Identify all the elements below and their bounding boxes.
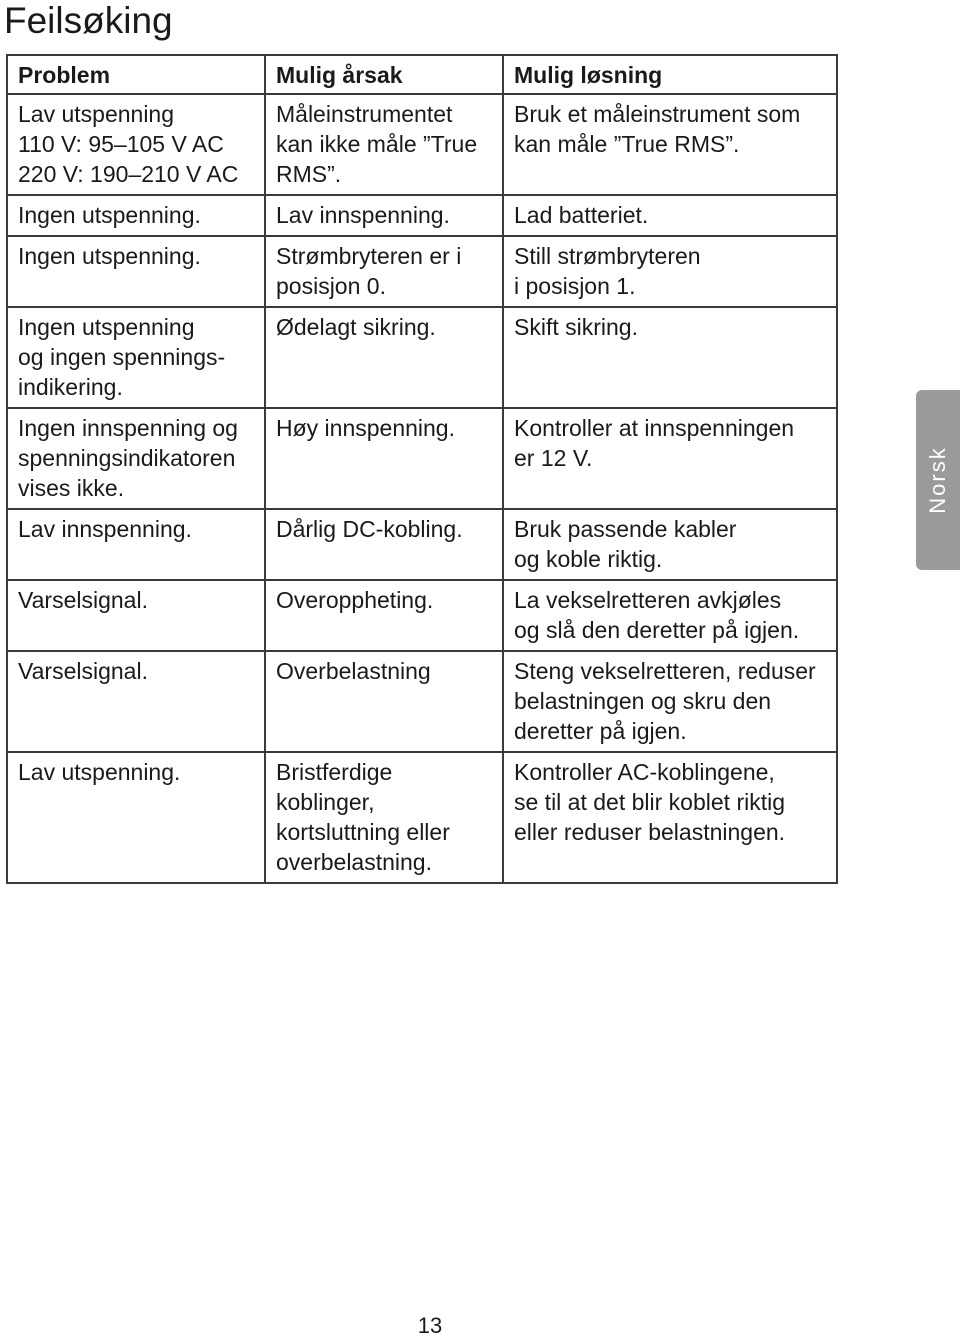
cause-cell: Strømbryteren er i posisjon 0. xyxy=(265,236,503,307)
cause-cell: Lav innspenning. xyxy=(265,195,503,236)
solution-cell: Bruk et måleinstrument som kan måle ”True RMS”. xyxy=(503,94,837,195)
header-problem: Problem xyxy=(7,55,265,94)
table-row xyxy=(7,236,837,307)
table-row xyxy=(7,580,837,651)
problem-cell: Ingen utspenning og ingen spennings- indikering. xyxy=(7,307,265,408)
page-title: Feilsøking xyxy=(4,0,173,41)
solution-cell: Lad batteriet. xyxy=(503,195,837,236)
solution-cell: Kontroller at innspenningen er 12 V. xyxy=(503,408,837,509)
header-solution: Mulig løsning xyxy=(503,55,837,94)
troubleshooting-table xyxy=(6,54,838,884)
problem-cell: Lav innspenning. xyxy=(7,509,265,580)
language-tab-label: Norsk xyxy=(925,446,950,514)
table-row xyxy=(7,195,837,236)
cause-cell: Ødelagt sikring. xyxy=(265,307,503,408)
cause-cell: Bristferdige koblinger, kortsluttning eller overbelastning. xyxy=(265,752,503,883)
solution-cell: Steng vekselretteren, reduser belastningen og skru den deretter på igjen. xyxy=(503,651,837,752)
solution-cell: Kontroller AC-koblingene, se til at det blir koblet riktig eller reduser belastningen. xyxy=(503,752,837,883)
table-row xyxy=(7,307,837,408)
problem-cell: Varselsignal. xyxy=(7,651,265,752)
cause-cell: Dårlig DC-kobling. xyxy=(265,509,503,580)
cause-cell: Høy innspenning. xyxy=(265,408,503,509)
problem-cell: Varselsignal. xyxy=(7,580,265,651)
table-header-row xyxy=(7,55,837,94)
cause-cell: Overbelastning xyxy=(265,651,503,752)
problem-cell: Ingen innspenning og spenningsindikatoren vises ikke. xyxy=(7,408,265,509)
solution-cell: La vekselretteren avkjøles og slå den deretter på igjen. xyxy=(503,580,837,651)
problem-cell: Lav utspenning. xyxy=(7,752,265,883)
cause-cell: Måleinstrumentet kan ikke måle ”True RMS”. xyxy=(265,94,503,195)
solution-cell: Skift sikring. xyxy=(503,307,837,408)
table-row xyxy=(7,509,837,580)
problem-cell: Lav utspenning 110 V: 95–105 V AC 220 V: 190–210 V AC xyxy=(7,94,265,195)
page-number: 13 xyxy=(417,1313,443,1338)
problem-cell: Ingen utspenning. xyxy=(7,195,265,236)
cause-cell: Overoppheting. xyxy=(265,580,503,651)
problem-cell: Ingen utspenning. xyxy=(7,236,265,307)
solution-cell: Bruk passende kabler og koble riktig. xyxy=(503,509,837,580)
table-row xyxy=(7,752,837,883)
table-row xyxy=(7,94,837,195)
solution-cell: Still strømbryteren i posisjon 1. xyxy=(503,236,837,307)
table-row xyxy=(7,408,837,509)
header-cause: Mulig årsak xyxy=(265,55,503,94)
table-row xyxy=(7,651,837,752)
language-side-tab xyxy=(916,390,960,570)
